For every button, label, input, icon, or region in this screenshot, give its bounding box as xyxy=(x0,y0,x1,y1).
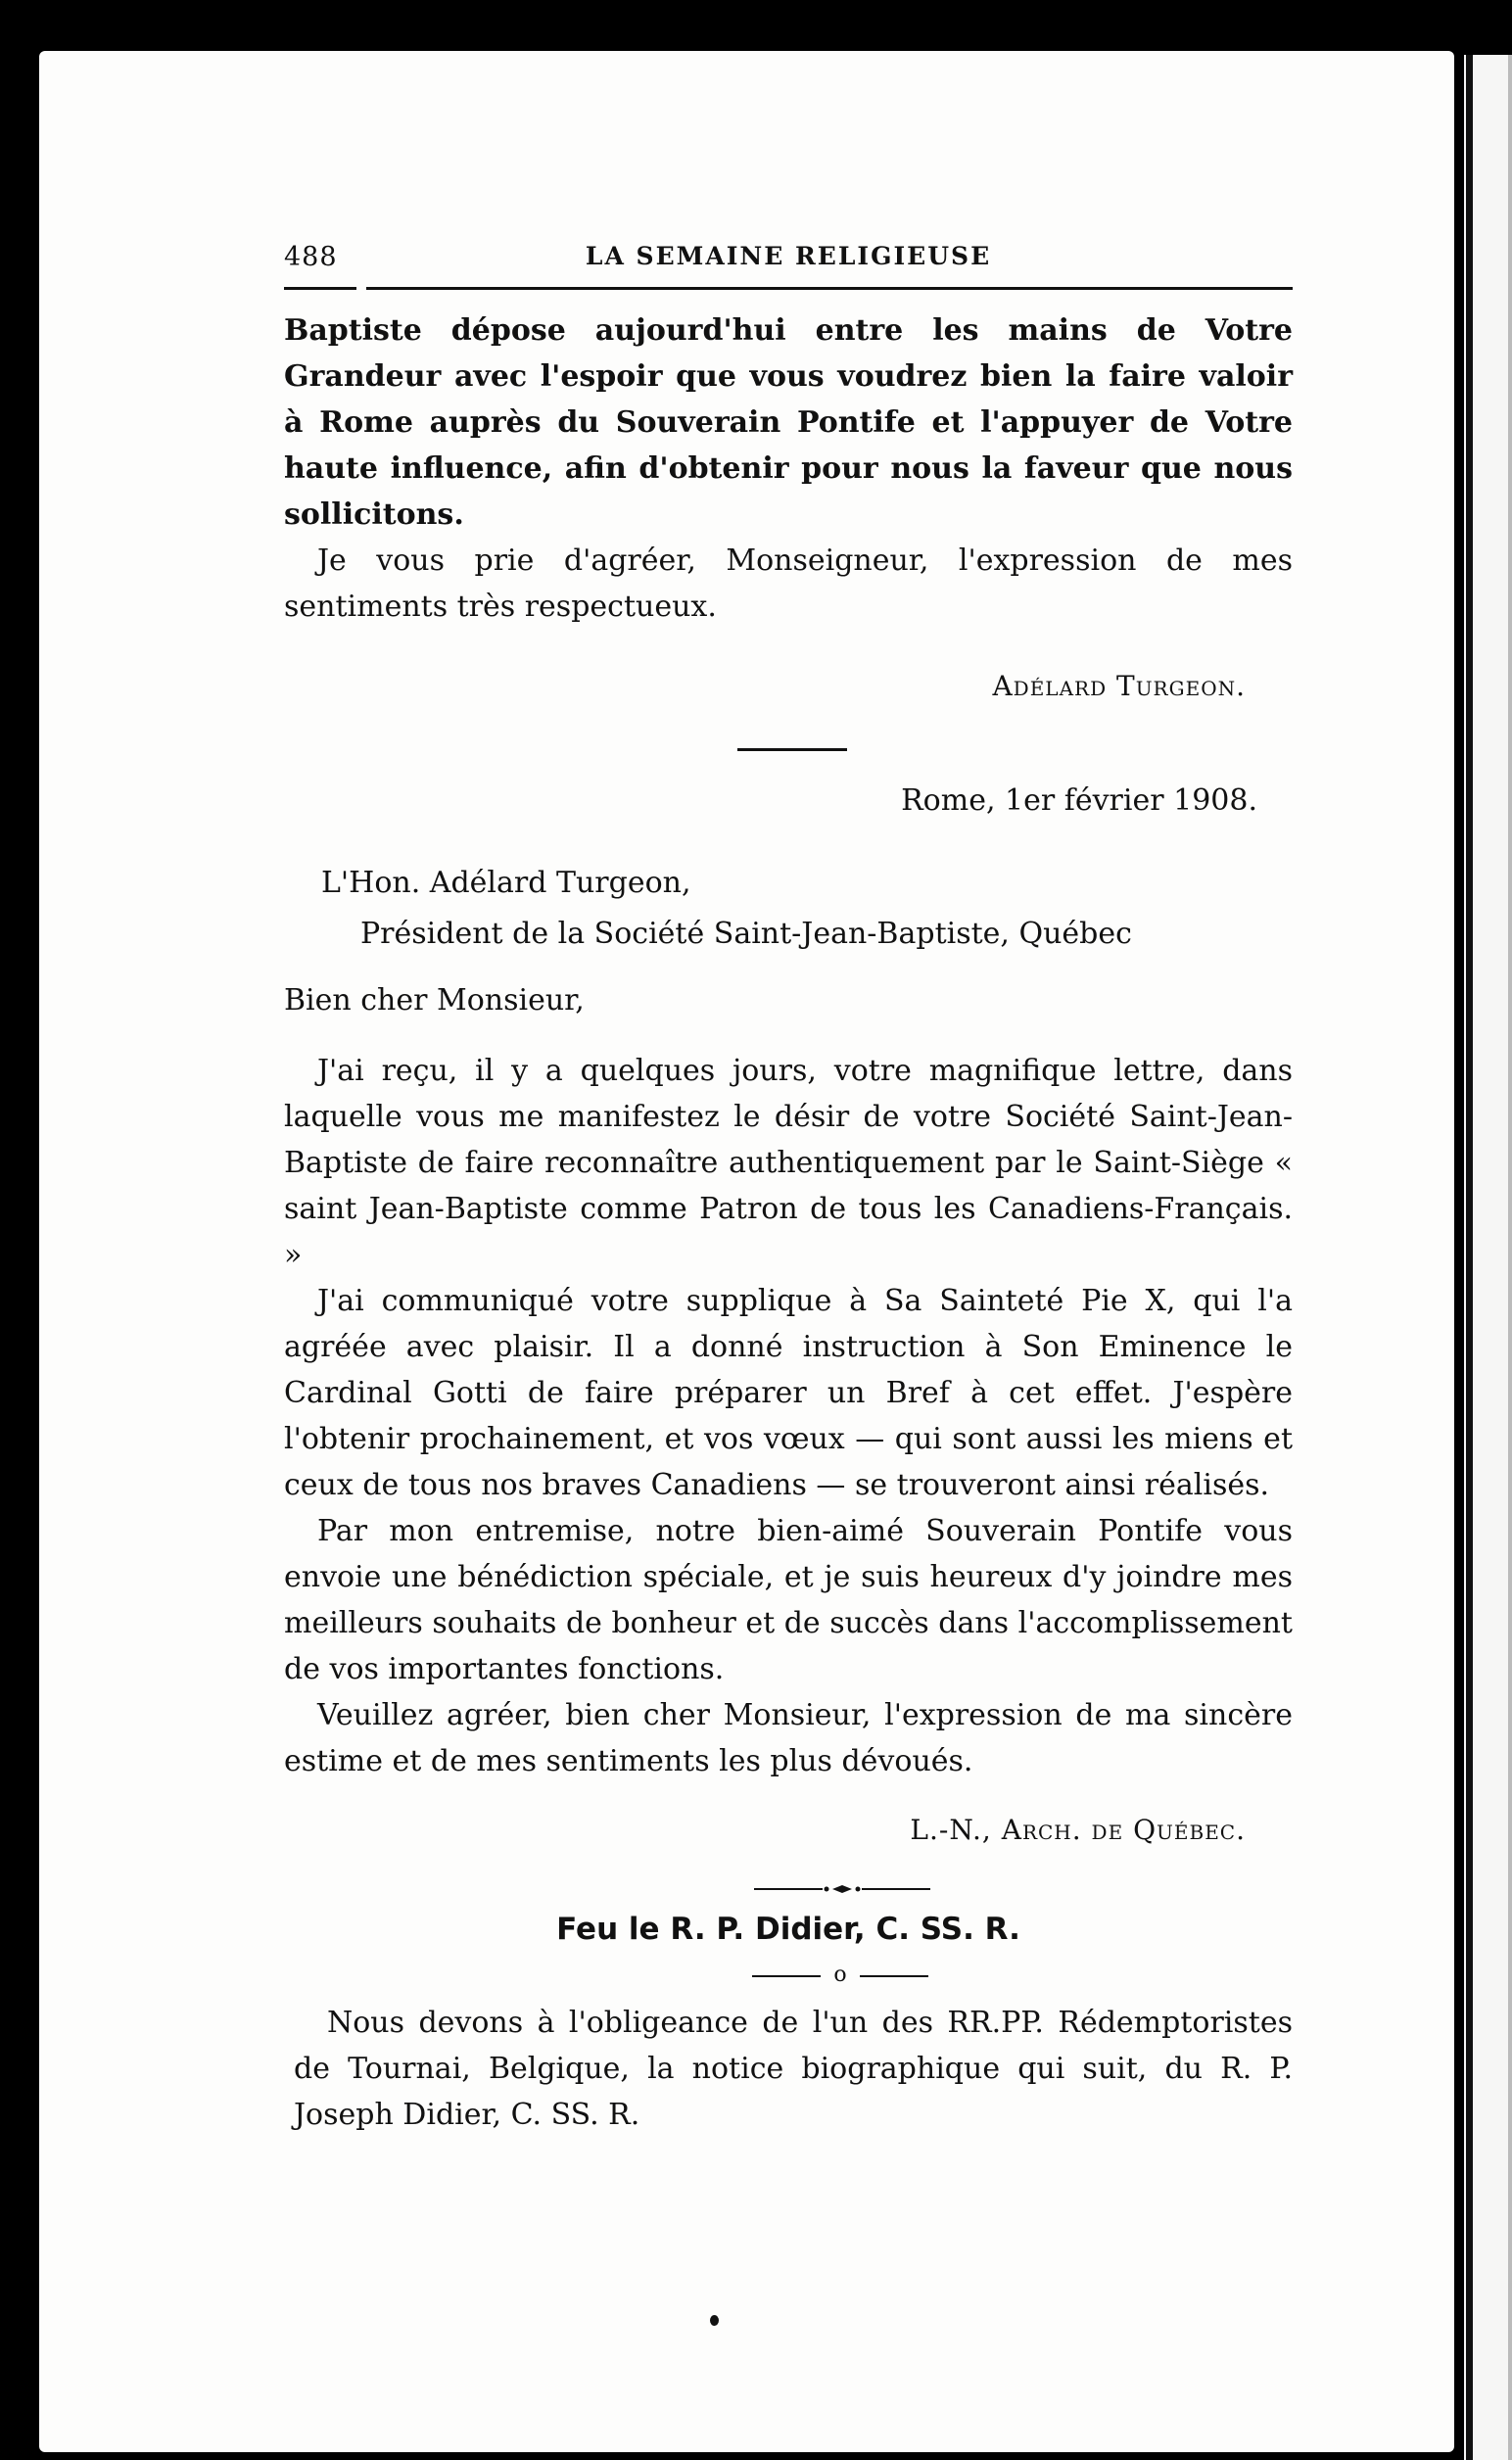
letter2-salutation: Bien cher Monsieur, xyxy=(284,983,585,1017)
section-paragraph-1: Nous devons à l'obligeance de l'un des RR.PP. Rédemptoristes de Tournai, Belgique, la notice biographique qui suit, du R. P. Joseph Didier, C. SS. R. xyxy=(294,2006,1293,2132)
page-header xyxy=(284,242,1293,281)
letter2-paragraph-3: Par mon entremise, notre bien-aimé Souverain Pontife vous envoie une bénédiction spéciale, et je suis heureux d'y joindre mes meilleurs souhaits de bonheur et de succès dans l'accomplissement de vos importantes fonctions. xyxy=(284,1514,1293,1686)
letter2-dateline: Rome, 1er février 1908. xyxy=(901,783,1257,818)
page-number: 488 xyxy=(284,242,338,272)
letter2-paragraph-1: J'ai reçu, il y a quelques jours, votre magnifique lettre, dans laquelle vous me manifestez le désir de votre Société Saint-Jean-Baptiste de faire reconnaître authentiquement par le Saint-Siège « saint Jean-Baptiste comme Patron de tous les Canadiens-Français. » xyxy=(284,1054,1293,1272)
letter2-body xyxy=(284,1048,1293,1784)
letter1-signature: Adélard Turgeon. xyxy=(992,670,1246,702)
small-separator: o xyxy=(752,1961,928,1990)
next-page-shadow xyxy=(1466,55,1473,2460)
letter-separator-rule xyxy=(737,748,847,751)
header-rule xyxy=(284,287,1293,290)
letter2-signature: L.-N., Arch. de Québec. xyxy=(910,1814,1246,1846)
letter2-addressee: L'Hon. Adélard Turgeon, xyxy=(321,866,691,900)
next-page-margin xyxy=(1508,55,1512,2460)
letter1-paragraph-2: Je vous prie d'agréer, Monseigneur, l'expression de mes sentiments très respectueux. xyxy=(284,544,1293,624)
running-head: LA SEMAINE RELIGIEUSE xyxy=(585,242,992,270)
scanned-page xyxy=(39,51,1454,2452)
section-title: Feu le R. P. Didier, C. SS. R. xyxy=(556,1912,1020,1947)
letter2-paragraph-2: J'ai communiqué votre supplique à Sa Sainteté Pie X, qui l'a agréée avec plaisir. Il a donné instruction à Son Eminence le Cardinal Gotti de faire préparer un Bref à cet effet. J'espère l'obtenir prochainement, et vos vœux — qui sont aussi les miens et ceux de tous nos braves Canadiens — se trouveront ainsi réalisés. xyxy=(284,1284,1293,1502)
letter2-addressee-title: Président de la Société Saint-Jean-Baptiste, Québec xyxy=(360,917,1132,951)
letter1-paragraph-1: Baptiste dépose aujourd'hui entre les mains de Votre Grandeur avec l'espoir que vous voudrez bien la faire valoir à Rome auprès du Souverain Pontife et l'appuyer de Votre haute influence, afin d'obtenir pour nous la faveur que nous sollicitons. xyxy=(284,313,1293,532)
section-body xyxy=(294,2000,1293,2138)
letter2-paragraph-4: Veuillez agréer, bien cher Monsieur, l'expression de ma sincère estime et de mes sentiments les plus dévoués. xyxy=(284,1698,1293,1778)
ornament-divider xyxy=(754,1884,930,1894)
page-speck xyxy=(710,2315,719,2326)
letter1-body xyxy=(284,308,1293,630)
header-rule-gap xyxy=(356,284,366,292)
